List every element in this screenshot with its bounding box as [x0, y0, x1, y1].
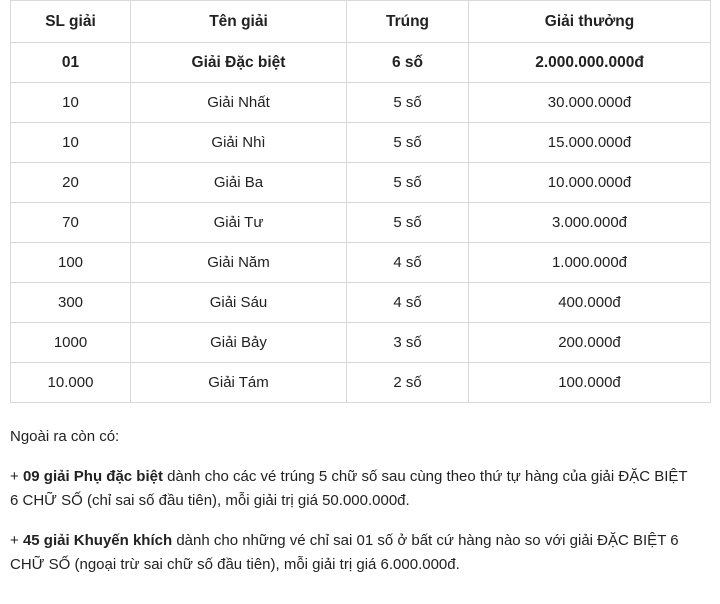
- table-row: [11, 283, 711, 323]
- cell-quantity: 20: [11, 163, 131, 203]
- notes-intro: Ngoài ra còn có:: [10, 428, 120, 445]
- table-header-row: [11, 1, 711, 43]
- cell-match: 5 số: [347, 83, 469, 123]
- cell-match: 5 số: [347, 203, 469, 243]
- cell-prize-name: Giải Nhì: [131, 123, 347, 163]
- cell-match: 3 số: [347, 323, 469, 363]
- cell-prize-value: 3.000.000đ: [469, 203, 711, 243]
- cell-match: 5 số: [347, 163, 469, 203]
- note-special-extra: [10, 465, 690, 513]
- cell-quantity: 70: [11, 203, 131, 243]
- cell-prize-name: Giải Bảy: [131, 323, 347, 363]
- cell-match: 2 số: [347, 363, 469, 403]
- column-header-quantity: SL giải: [11, 1, 131, 43]
- note1-prefix: +: [10, 468, 23, 485]
- cell-quantity: 10: [11, 83, 131, 123]
- note2-bold: 45 giải Khuyến khích: [22, 532, 173, 549]
- cell-quantity: 1000: [11, 323, 131, 363]
- cell-quantity: 01: [11, 43, 131, 83]
- cell-match: 5 số: [347, 123, 469, 163]
- cell-prize-value: 1.000.000đ: [469, 243, 711, 283]
- cell-prize-value: 400.000đ: [469, 283, 711, 323]
- cell-prize-value: 200.000đ: [469, 323, 711, 363]
- cell-prize-name: Giải Tư: [131, 203, 347, 243]
- column-header-prize-value: Giải thưởng: [469, 1, 711, 43]
- note2-prefix: +: [10, 532, 23, 549]
- note2-rest: dành cho những vé chỉ sai 01 số ở bất cứ hàng nào so với giải ĐẶC BIỆT 6 CHỮ SỐ (ngoại trừ sai chữ số đầu tiên), mỗi giải trị giá 6.000.000đ.: [10, 532, 679, 573]
- prize-table: [10, 0, 711, 403]
- cell-match: 4 số: [347, 283, 469, 323]
- cell-quantity: 300: [11, 283, 131, 323]
- column-header-match: Trúng: [347, 1, 469, 43]
- cell-quantity: 100: [11, 243, 131, 283]
- cell-match: 6 số: [347, 43, 469, 83]
- cell-prize-name: Giải Ba: [131, 163, 347, 203]
- table-row: [11, 83, 711, 123]
- cell-prize-name: Giải Sáu: [131, 283, 347, 323]
- table-row: [11, 363, 711, 403]
- cell-prize-value: 15.000.000đ: [469, 123, 711, 163]
- table-row: [11, 323, 711, 363]
- table-row: [11, 203, 711, 243]
- cell-match: 4 số: [347, 243, 469, 283]
- cell-prize-value: 100.000đ: [469, 363, 711, 403]
- note1-rest: dành cho các vé trúng 5 chữ số sau cùng theo thứ tự hàng của giải ĐẶC BIỆT 6 CHỮ SỐ (chỉ sai số đầu tiên), mỗi giải trị giá 50.000.000đ.: [10, 468, 688, 509]
- cell-prize-name: Giải Tám: [131, 363, 347, 403]
- column-header-prize-name: Tên giải: [131, 1, 347, 43]
- note1-bold: 09 giải Phụ đặc biệt: [22, 468, 163, 485]
- cell-quantity: 10.000: [11, 363, 131, 403]
- prize-table-body: [11, 43, 711, 403]
- table-row: [11, 123, 711, 163]
- additional-notes: [0, 403, 700, 577]
- cell-prize-name: Giải Nhất: [131, 83, 347, 123]
- table-row: [11, 43, 711, 83]
- cell-prize-name: Giải Năm: [131, 243, 347, 283]
- cell-prize-value: 2.000.000.000đ: [469, 43, 711, 83]
- cell-prize-value: 30.000.000đ: [469, 83, 711, 123]
- cell-prize-name: Giải Đặc biệt: [131, 43, 347, 83]
- prize-table-head: [11, 1, 711, 43]
- cell-prize-value: 10.000.000đ: [469, 163, 711, 203]
- table-row: [11, 163, 711, 203]
- table-row: [11, 243, 711, 283]
- cell-quantity: 10: [11, 123, 131, 163]
- note-consolation: [10, 529, 690, 577]
